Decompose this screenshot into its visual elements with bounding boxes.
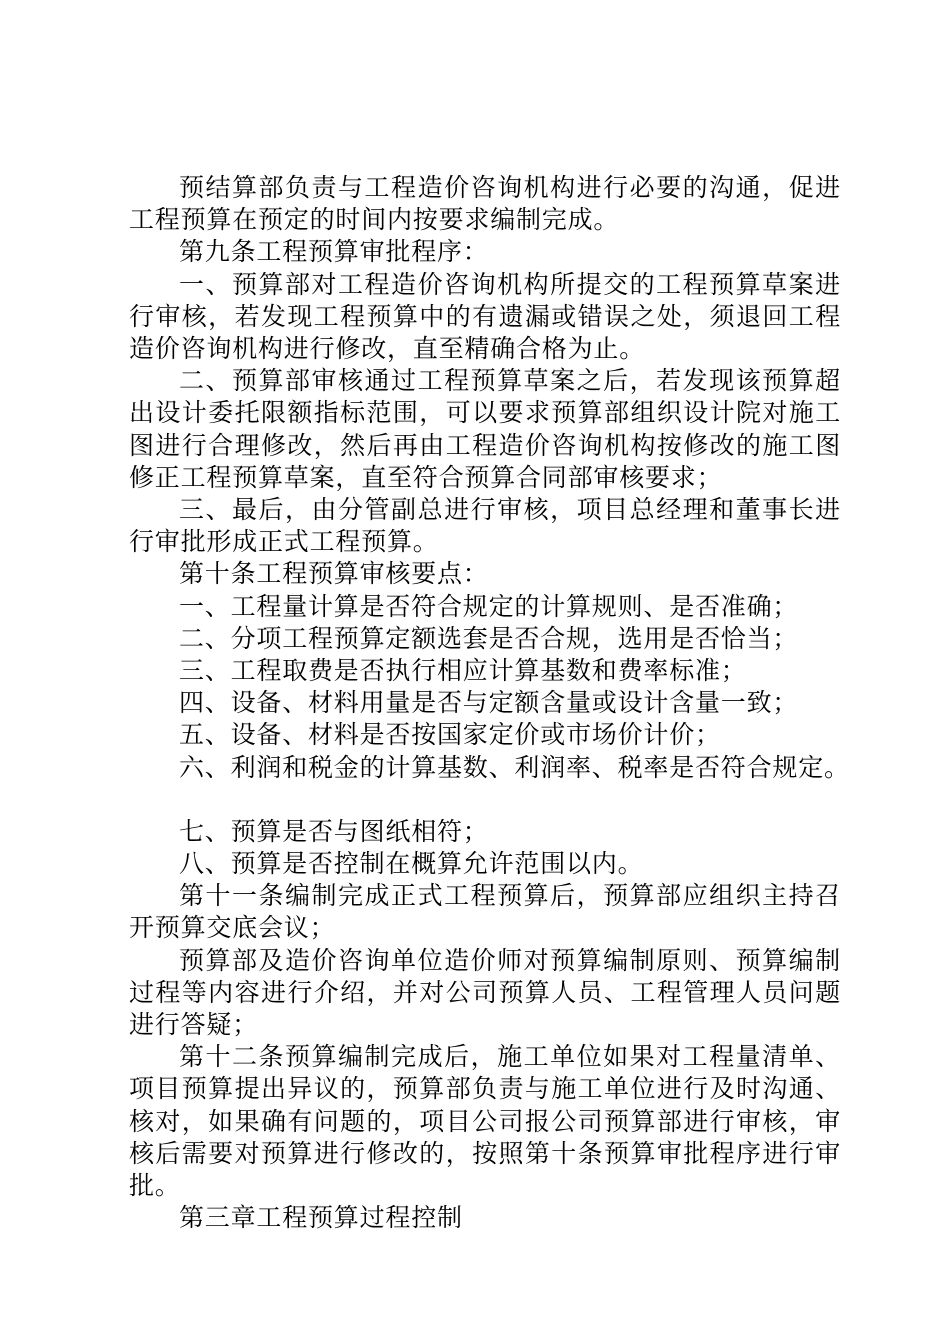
- list-item: 六、利润和税金的计算基数、利润率、税率是否符合规定。: [179, 752, 850, 782]
- paragraph: 第十一条编制完成正式工程预算后，预算部应组织主持召开预算交底会议；: [129, 881, 841, 943]
- list-item: 五、设备、材料是否按国家定价或市场价计价；: [179, 720, 721, 750]
- paragraph: 二、预算部审核通过工程预算草案之后，若发现该预算超出设计委托限额指标范围，可以要求预算部组织设计院对施工图进行合理修改，然后再由工程造价咨询机构按修改的施工图修正工程预算草案，直至符合预算合同部审核要求；: [129, 366, 841, 492]
- document-body: [129, 172, 850, 1235]
- list-item: 一、工程量计算是否符合规定的计算规则、是否准确；: [179, 591, 799, 621]
- paragraph-gap: [129, 784, 841, 816]
- paragraph: 预结算部负责与工程造价咨询机构进行必要的沟通，促进工程预算在预定的时间内按要求编制完成。: [129, 173, 841, 235]
- paragraph: 三、最后，由分管副总进行审核，项目总经理和董事长进行审批形成正式工程预算。: [129, 495, 841, 557]
- list-item: 三、工程取费是否执行相应计算基数和费率标准；: [179, 656, 747, 686]
- section-heading: 第十条工程预算审核要点：: [179, 559, 489, 589]
- paragraph: 预算部及造价咨询单位造价师对预算编制原则、预算编制过程等内容进行介绍，并对公司预算人员、工程管理人员问题进行答疑；: [129, 945, 841, 1040]
- list-item: 八、预算是否控制在概算允许范围以内。: [179, 849, 644, 879]
- paragraph: 一、预算部对工程造价咨询机构所提交的工程预算草案进行审核，若发现工程预算中的有遗漏或错误之处，须退回工程造价咨询机构进行修改，直至精确合格为止。: [129, 269, 841, 364]
- chapter-heading: 第三章工程预算过程控制: [179, 1203, 463, 1233]
- list-item: 二、分项工程预算定额选套是否合规，选用是否恰当；: [179, 623, 799, 653]
- section-heading: 第九条工程预算审批程序：: [179, 237, 489, 267]
- paragraph: 第十二条预算编制完成后，施工单位如果对工程量清单、项目预算提出异议的，预算部负责与施工单位进行及时沟通、核对，如果确有问题的，项目公司报公司预算部进行审核，审核后需要对预算进行修改的，按照第十条预算审批程序进行审批。: [129, 1042, 841, 1201]
- list-item: 四、设备、材料用量是否与定额含量或设计含量一致；: [179, 688, 799, 718]
- list-item: 七、预算是否与图纸相符；: [179, 816, 489, 846]
